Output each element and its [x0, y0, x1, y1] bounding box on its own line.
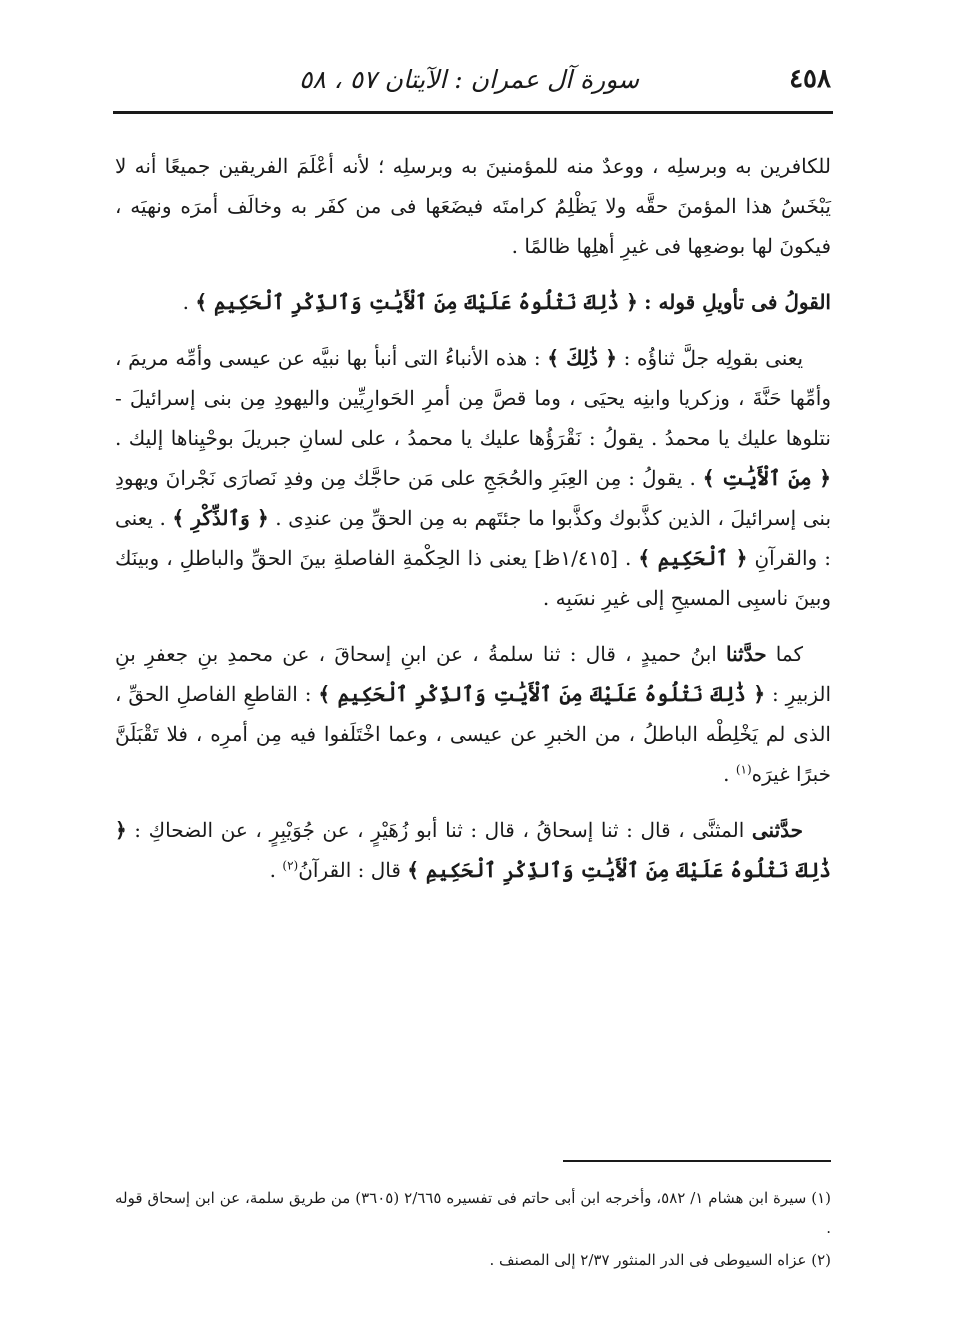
text-segment: : هذه الأنباءُ التى أنبأ بها نبيَّه عن عيسى وأمِّه مريمَ ، وأمِّها حَنَّةَ ، وزكريا وابنِه يحيَى ، وما قصَّ مِن أمرِ الحَوارِيِّين واليهودِ مِن بنى إسرائيلَ - نتلوها عليك يا محمدُ . يقولُ : نَقْرَؤُها عليك يا محمدُ ، على لسانِ جبريلَ بوحْيِناها إليك . — [115, 346, 831, 450]
footnote-reference[interactable]: (٢) — [282, 858, 299, 873]
text-segment: يعنى بقولِه جلَّ ثناؤُه : — [616, 346, 804, 370]
page-number: ٤٥٨ — [789, 64, 831, 94]
page-header — [115, 58, 831, 100]
footnote-reference[interactable]: (١) — [735, 762, 752, 777]
paragraph-5 — [115, 810, 831, 890]
text-segment: . — [269, 858, 283, 882]
text-segment: . [١/٤١٥ظ] يعنى ذا الحِكْمةِ الفاصلةِ بينَ الحقِّ والباطلِ ، وبينَك وبينَ ناسبِى المسيحِ إلى غيرِ نسَبِه . — [115, 546, 831, 610]
quran-verse: ﴿ ذَٰلِكَ نَتْلُوهُ عَلَيْكَ مِنَ ٱلْأَيَٰتِ وَٱلذِّكْرِ ٱلْحَكِيمِ ﴾ — [195, 290, 638, 314]
text-segment: . يعنى : والقرآنِ — [115, 506, 831, 570]
quran-verse: ﴿ ٱلْحَكِيمِ ﴾ — [638, 546, 748, 570]
heading-end: . — [182, 290, 196, 314]
main-text — [115, 146, 831, 906]
footnote-2: (٢) عزاه السيوطى فى الدر المنثور ٢/٣٧ إلى المصنف . — [489, 1251, 831, 1269]
paragraph-1: للكافرين به وبرسلِه ، ووعدٌ منه للمؤمنينَ به وبرسلِه ؛ لأنه أعْلَمَ الفريقين جميعًا أنه لا يَبْخَسُ هذا المؤمنَ حقَّه ولا يَظْلِمُ كرامتَه فيضَعَها فى من كفَر به وخالَف أمرَه ونهيَه ، فيكونَ لها بوضعِها فى غيرِ أهلِها ظالمًا . — [115, 154, 832, 258]
isnad-keyword: حدَّثنا — [726, 642, 767, 666]
text-segment: كما — [766, 642, 803, 666]
heading-lead: القولُ فى تأويلِ قوله : — [644, 290, 831, 314]
quran-verse: ﴿ وَٱلذِّكْرِ ﴾ — [172, 506, 269, 530]
paragraph-2-heading — [115, 282, 831, 322]
quran-verse: ﴿ ذَٰلِكَ ﴾ — [547, 346, 617, 370]
quran-verse: ﴿ ذَٰلِكَ نَتْلُوهُ عَلَيْكَ مِنَ ٱلْأَيَٰتِ وَٱلذِّكْرِ ٱلْحَكِيمِ ﴾ — [115, 818, 831, 882]
quran-verse: ﴿ مِنَ ٱلْأَيَٰتِ ﴾ — [702, 466, 831, 490]
text-segment: . يقولُ : مِن العِبَرِ والحُجَجِ على مَن حاجَّك مِن وفدِ نَصارَى نَجْرانَ ويهودِ بنى إسرائيلَ ، الذين كذَّبوك وكذَّبوا ما جئتَهم به مِن الحقِّ مِن عندِى . — [115, 466, 832, 530]
paragraph-3 — [115, 338, 831, 618]
paragraph-4 — [115, 634, 831, 794]
text-segment: : القاطعِ الفاصلِ الحقِّ ، الذى لم يَخْلِطْه الباطلُ ، من الخبرِ عن عيسى ، وعما اخْتَلَفوا فيه مِن أمرِه ، فلا تَقْبَلَنَّ خبرًا غيرَه — [115, 682, 831, 786]
header-rule — [113, 111, 833, 114]
isnad-keyword: حدَّثنى — [751, 818, 803, 842]
text-segment: ابنُ حميدٍ ، قال : ثنا سلمةُ ، عن ابنِ إسحاقَ ، عن محمدِ بنِ جعفرِ بنِ الزبيرِ : — [115, 642, 832, 706]
footnotes — [115, 1183, 831, 1277]
footnote-1: (١) سيرة ابن هشام ١/ ٥٨٢، وأخرجه ابن أبى حاتم فى تفسيره ٢/٦٦٥ (٣٦٠٥) من طريق سلمة، عن ابن إسحاق قوله . — [115, 1189, 831, 1237]
text-segment: . — [723, 762, 736, 786]
footnote-rule — [563, 1160, 831, 1162]
text-segment: قال : القرآنُ — [298, 858, 408, 882]
running-title: سورة آل عمران : الآيتان ٥٧ ، ٥٨ — [298, 64, 640, 94]
quran-verse: ﴿ ذَٰلِكَ نَتْلُوهُ عَلَيْكَ مِنَ ٱلْأَيَٰتِ وَٱلذِّكْرِ ٱلْحَكِيمِ ﴾ — [318, 682, 766, 706]
text-segment: المثنَّى ، قال : ثنا إسحاقُ ، قال : ثنا أبو زُهَيْرٍ ، عن جُوَيْبِرٍ ، عن الضحاكِ : — [126, 818, 752, 842]
